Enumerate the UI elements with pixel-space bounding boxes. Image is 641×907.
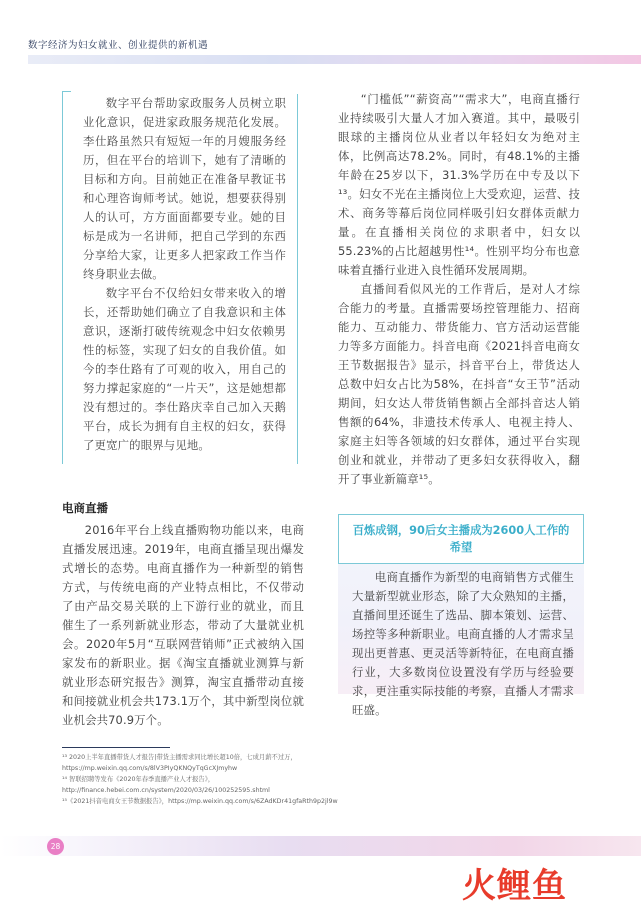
footnote-rule [62,747,170,748]
highlight-box [338,514,584,717]
running-header: 数字经济为妇女就业、创业提供的新机遇 [28,40,209,51]
body-paragraph: 直播间看似风光的工作背后，是对人才综合能力的考量。直播需要场控管理能力、招商能力、互动能力、带货能力、官方活动运营能力等多方面能力。抖音电商《2021抖音电商女王节数据报告》显示，抖音平台上，带货达人总数中妇女占比为58%，在抖音“女王节”活动期间，妇女达人带货销售额占全部抖音达人销售额的64%，非遗技术传承人、电视主持人、家庭主妇等各领域的妇女群体，通过平台实现创业和就业，并带动了更多妇女获得收入，翻开了事业新篇章¹⁵。 [338,282,580,486]
section-heading: 电商直播 [62,501,108,515]
story-text [83,94,286,455]
footnote-line[interactable]: ¹⁵《2021抖音电商女王节数据报告》，https://mp.weixin.qq.com/s/6ZAdKDr41gfaRth9p2jl9w [62,798,338,805]
body-paragraph: 2016年平台上线直播购物功能以来，电商直播发展迅速。2019年，电商直播呈现出爆发式增长的态势。电商直播作为一种新型的销售方式，与传统电商的产业特点相比，不仅带动了由产品交易关联的上下游行业的就业，而且催生了一系列新就业形态，带动了大量就业机会。2020年5月“互联网营销师”正式被纳入国家发布的新职业。据《淘宝直播就业测算与新就业形态研究报告》测算，淘宝直播带动直接和间接就业机会共173.1万个，其中新型岗位就业机会共70.9万个。 [62,523,304,727]
body-paragraph: “门槛低”“薪资高”“需求大”，电商直播行业持续吸引大量人才加入赛道。其中，最吸引眼球的主播岗位从业者以年轻妇女为绝对主体，比例高达78.2%。同时，有48.1%的主播年龄在25岁以下，31.3%学历在中专及以下¹³。妇女不光在主播岗位上大受欢迎，运营、技术、商务等幕后岗位同样吸引妇女群体贡献力量。在直播相关岗位的求职者中，妇女以55.23%的占比超越男性¹⁴。性别平均分布也意味着直播行业进入良性循环发展周期。 [338,92,580,277]
header-decor-bar [28,55,641,64]
story-box-corner [62,91,71,100]
section-body [62,521,304,730]
footnote-line: ¹³ 2020上半年直播带货人才报告|带货主播需求同比增长超10倍，七成月薪不过万， [62,754,297,761]
highlight-title: 百炼成钢，90后女主播成为2600人工作的希望 [338,514,584,564]
footnotes [62,752,362,807]
highlight-body [352,568,574,720]
highlight-paragraph: 电商直播作为新型的电商销售方式催生大量新型就业形态，除了大众熟知的主播，直播间里还诞生了选品、脚本策划、运营、场控等多种新职业。电商直播的人才需求呈现出更普惠、更灵活等新特征，在电商直播行业，大多数岗位设置没有学历与经验要求，更注重实际技能的考察，直播人才需求旺盛。 [352,570,574,717]
right-column-text [338,90,580,489]
story-box [62,94,298,464]
page-number-badge: 28 [47,838,64,855]
footnote-link[interactable]: https://mp.weixin.qq.com/s/8lV3PIyQKNQyTqGcXJmyhw [62,765,238,772]
footnote-link[interactable]: http://finance.hebei.com.cn/system/2020/03/26/100252595.shtml [62,787,270,794]
footnote-line: ¹⁴ 智联招聘等发布《2020年春季直播产业人才报告》， [62,776,215,783]
story-paragraph: 数字平台不仅给妇女带来收入的增长，还帮助她们确立了自我意识和主体意识，逐渐打破传统观念中妇女依赖男性的标签，实现了妇女的自我价值。如今的李仕路有了可观的收入，用自己的努力撑起家庭的“一片天”，这是她想都没有想过的。李仕路庆幸自己加入天鹅平台，成长为拥有自主权的妇女，获得了更宽广的眼界与见地。 [83,286,286,452]
watermark-logo: 火鲤鱼 [462,866,567,906]
story-paragraph: 数字平台帮助家政服务人员树立职业化意识，促进家政服务规范化发展。李仕路虽然只有短短一年的月嫂服务经历，但在平台的培训下，她有了清晰的目标和方向。目前她正在准备早教证书和心理咨询师考试。她说，想要获得别人的认可，方方面面都要专业。她的目标是成为一名讲师，把自己学到的东西分享给大家，让更多人把家政工作当作终身职业去做。 [83,96,286,281]
footer-decor-bar [0,836,641,856]
